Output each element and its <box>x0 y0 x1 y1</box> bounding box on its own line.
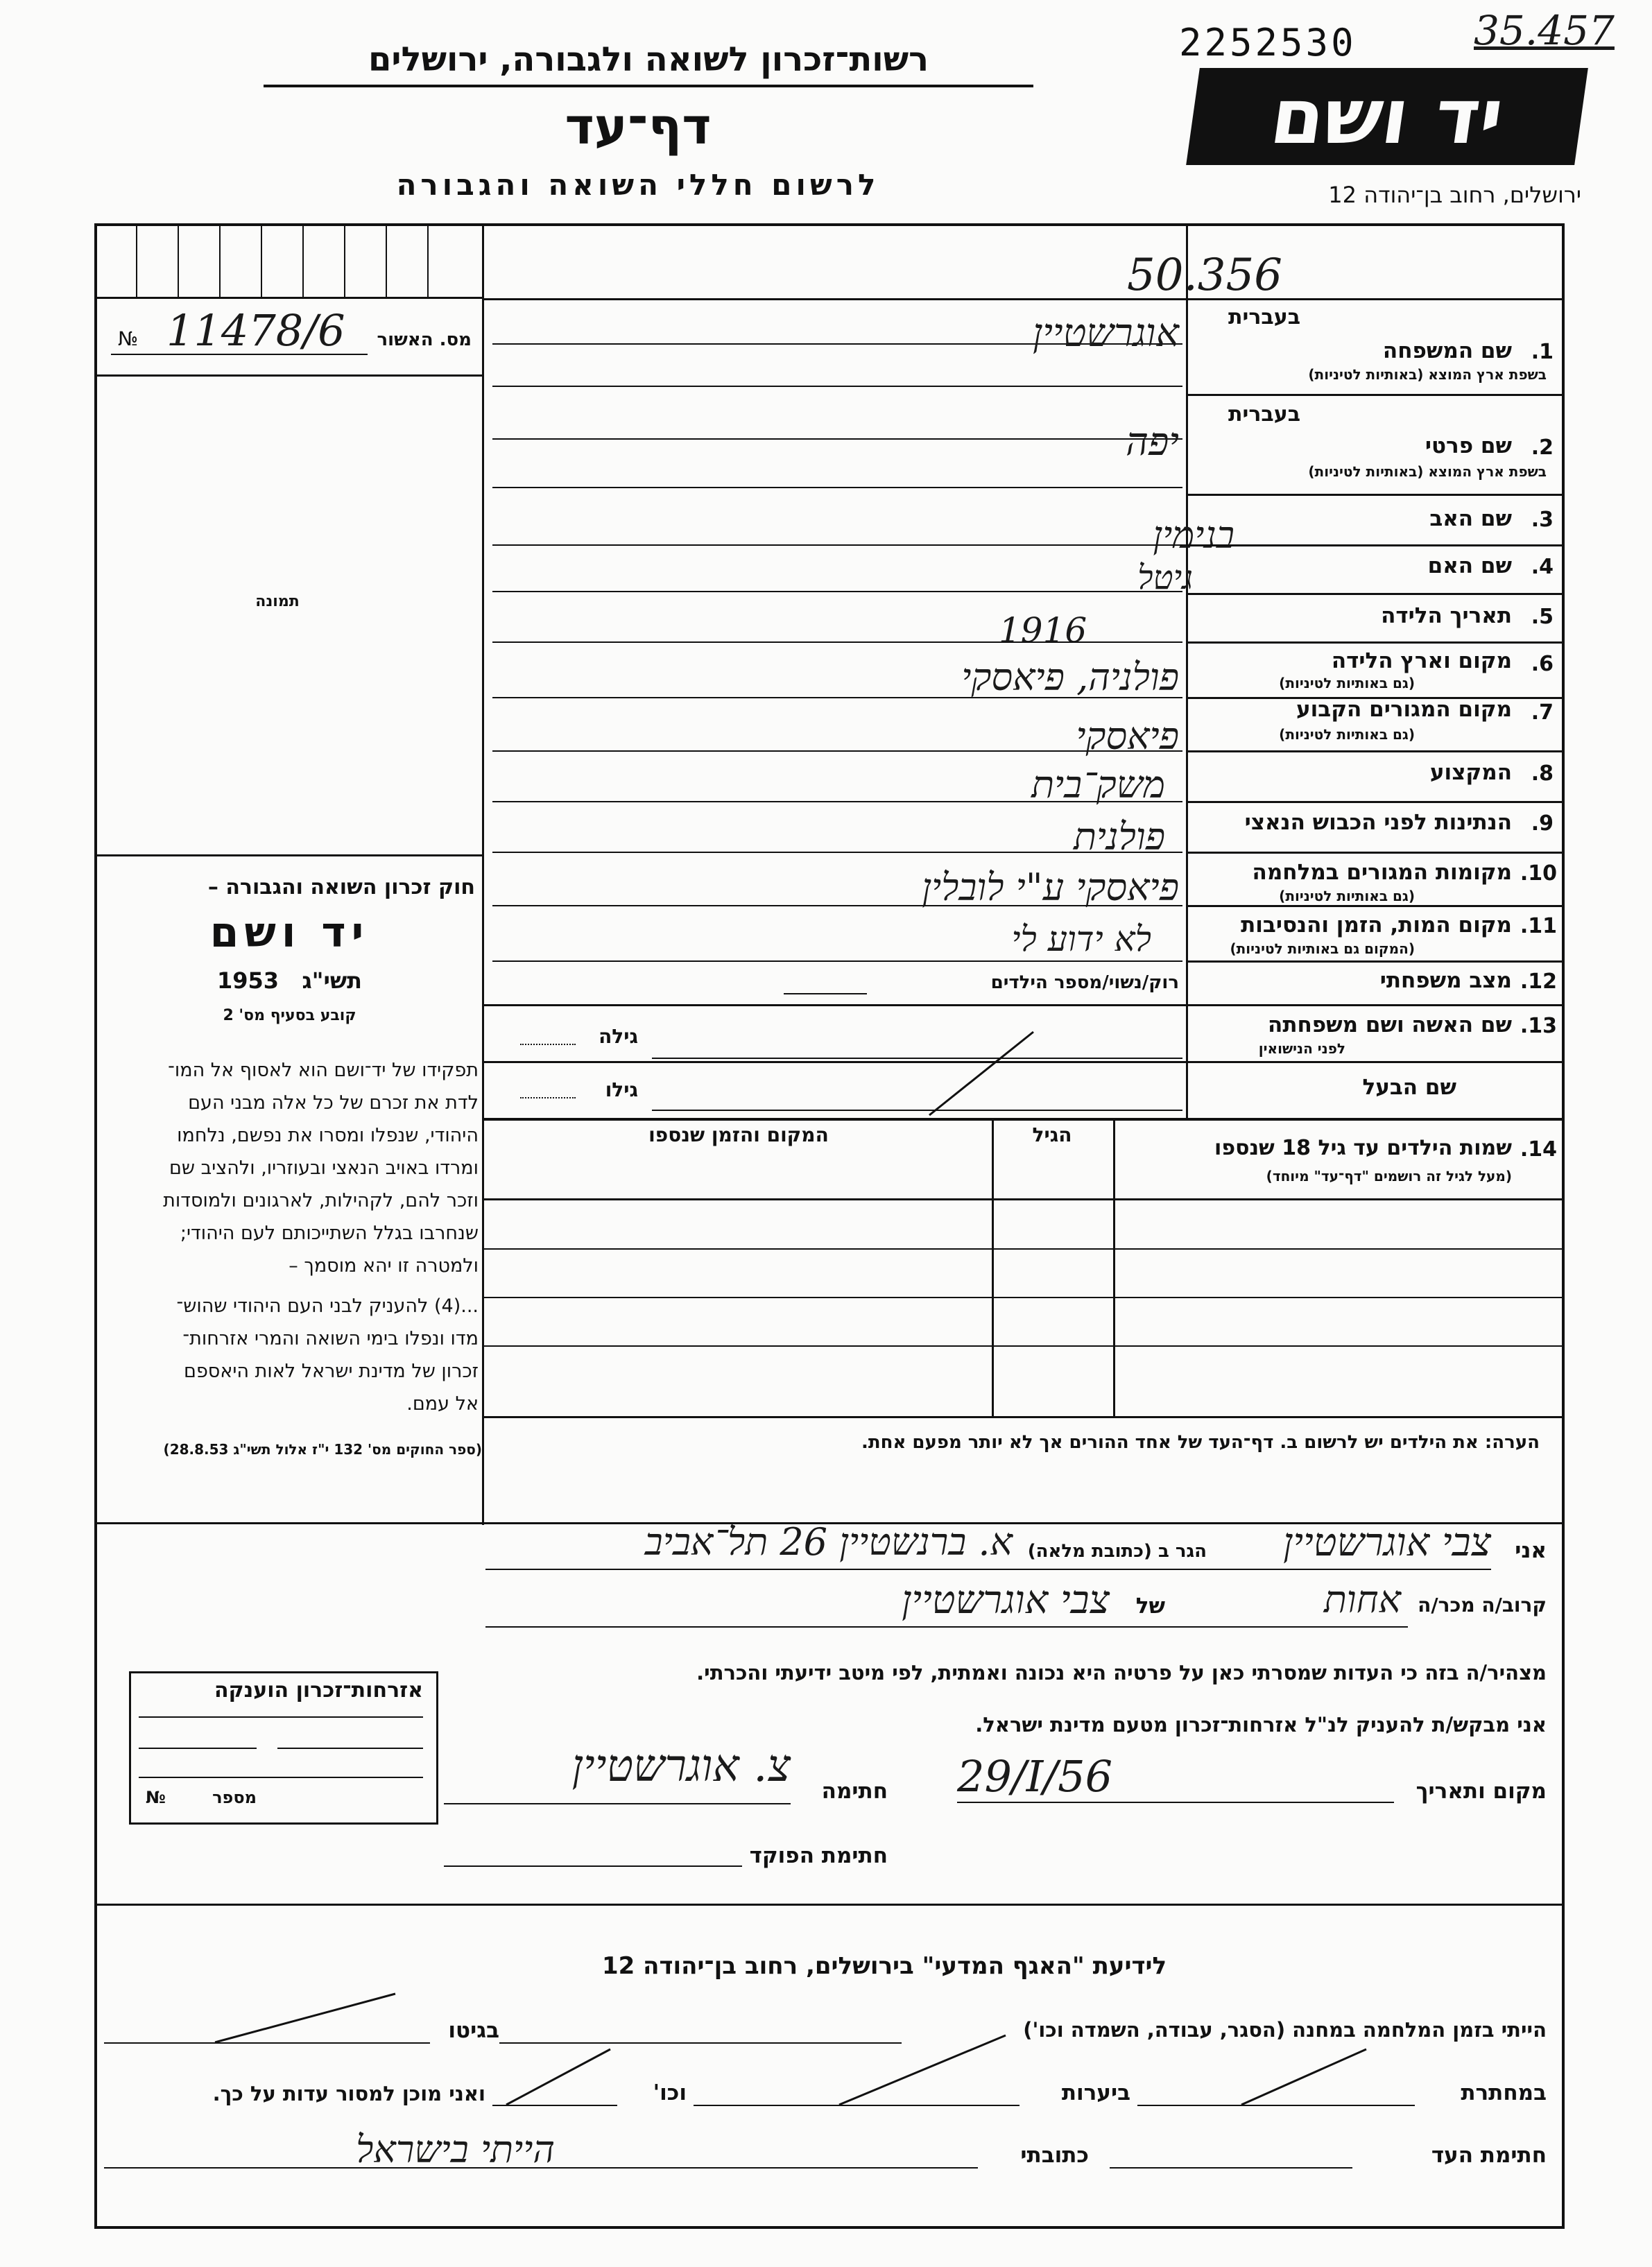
law-paragraph-1 <box>104 1054 479 1282</box>
citizenship-box-line <box>139 1748 257 1749</box>
field-line <box>492 544 1182 546</box>
law-line: שנחרבו בגלל השתייכותם לעם היהודי; <box>180 1223 479 1244</box>
law-year-number: 1953 <box>217 967 279 994</box>
field-2-label: שם פרטי <box>1425 433 1512 458</box>
children-age-header: הגיל <box>1032 1123 1072 1146</box>
field-6-sublabel: (גם באותיות לטיניות) <box>1279 675 1415 691</box>
declarant-address: א. ברנשטיין 26 תל־אביב <box>644 1520 1013 1564</box>
frame-bottom <box>94 2226 1565 2229</box>
strike-mark <box>902 1026 1040 1123</box>
relation-value: אחות <box>1323 1578 1401 1621</box>
residence-value: פיאסקי <box>1076 714 1179 758</box>
children-row <box>484 1345 1563 1347</box>
row-line <box>1186 494 1564 496</box>
field-9-number: 9. <box>1531 811 1554 836</box>
field-line <box>492 487 1182 488</box>
header-rule <box>264 85 1033 87</box>
footer-addressee: לידיעת "האגף המדעי" בירושלים, רחוב בן־יהודה 12 <box>601 1952 1167 1980</box>
frame-right <box>1562 223 1565 2227</box>
frame-left <box>94 223 97 2227</box>
field-12-number: 12. <box>1520 969 1557 994</box>
children-place-header: המקום והזמן שנספו <box>648 1123 829 1146</box>
field-line <box>492 852 1182 853</box>
row-line <box>1186 905 1564 907</box>
father-name-value: בנימין <box>1153 513 1234 557</box>
strike-mark <box>208 1990 402 2046</box>
first-name-value: יפה <box>1126 420 1179 465</box>
document-number: 2252530 <box>1179 21 1357 64</box>
row-line <box>1186 593 1564 595</box>
row-line <box>1186 960 1564 963</box>
field-7-sublabel: (גם באותיות לטיניות) <box>1279 726 1415 743</box>
surname-value: אוגרשטיין <box>1032 311 1179 356</box>
mother-name-value: גיטל <box>1137 558 1193 597</box>
declaration-date: 29/I/56 <box>957 1751 1113 1802</box>
row-line <box>1186 641 1564 644</box>
place-date-label: מקום ותאריך <box>1416 1779 1547 1804</box>
field-13-sublabel: לפני הנישואין <box>1258 1040 1345 1057</box>
field-line <box>492 641 1182 643</box>
signature-line <box>444 1803 791 1804</box>
field-1-label: שם המשפחה <box>1382 338 1512 363</box>
law-year-hebrew: תשי"ג <box>302 967 362 994</box>
law-section: קובע בסעיף מס' 2 <box>223 1007 356 1024</box>
wife-age-line <box>520 1044 576 1045</box>
citizenship-no-sign: № <box>146 1788 166 1807</box>
row-line <box>484 1004 1563 1006</box>
box-divider <box>302 223 304 297</box>
birth-date-value: 1916 <box>999 610 1087 650</box>
signature-label: חתימה <box>821 1779 888 1804</box>
field-line <box>492 801 1182 802</box>
clerk-signature-line <box>444 1865 742 1867</box>
field-line <box>492 750 1182 752</box>
profession-value: משק־בית <box>1031 763 1165 807</box>
registration-underline <box>111 354 368 355</box>
declaration-statement: מצהיר/ה בזה כי העדות שמסרתי כאן על פרטיה היא נכונה ואמתית, לפי מיטב ידיעתי והכרתי. <box>696 1661 1547 1684</box>
field-8-label: המקצוע <box>1429 760 1512 785</box>
husband-label: שם הבעל <box>1362 1075 1456 1100</box>
death-details-value: לא ידוע לי <box>1011 919 1151 959</box>
form-subtitle: לרשום חללי השואה והגבורה <box>396 168 880 202</box>
citizenship-box-line <box>139 1777 423 1778</box>
citizenship-box-line <box>277 1748 423 1749</box>
law-name: יד ושם <box>209 908 370 957</box>
registration-number: 11478/6 <box>166 305 345 356</box>
in-hebrew-label-2: בעברית <box>1228 402 1300 426</box>
field-6-label: מקום וארץ הלידה <box>1331 648 1512 673</box>
law-line: וזכר להם, לקהילות, לארגונים ולמוסדות <box>163 1190 479 1212</box>
photo-box-top <box>94 374 484 377</box>
witness-address-label: כתובתי <box>1020 2143 1089 2168</box>
citizenship-box-rule <box>139 1716 423 1718</box>
etc-label: וכו' <box>653 2080 687 2105</box>
law-year <box>104 967 475 994</box>
photo-label: תמונה <box>255 593 300 610</box>
field-13-label: שם האשה ושם משפחתה <box>1268 1012 1512 1037</box>
law-line: לדת את זכרם של כל אלה מבני העם <box>188 1092 479 1114</box>
field-3-number: 3. <box>1531 508 1554 532</box>
relation-label: קרוב/ה מכר/ה <box>1418 1594 1547 1617</box>
form-title: דף־עד <box>565 97 712 155</box>
field-4-label: שם האם <box>1427 553 1512 578</box>
field-line <box>492 960 1182 962</box>
photo-box-bottom <box>94 854 484 856</box>
address-line: ירושלים, רחוב בן־יהודה 12 <box>1328 182 1581 208</box>
handwritten-reference: 35.457 <box>1474 7 1615 54</box>
values-left-border <box>482 223 484 1125</box>
marital-status-options: רוק/נשוי/מספר הילדים <box>990 972 1179 993</box>
wife-age-label: גילה <box>599 1025 638 1048</box>
law-line: תפקידו של יד־ושם הוא לאסוף אל המו־ <box>168 1060 479 1081</box>
camp-question: הייתי בזמן המלחמה במחנה (הסגר, עבודה, השמדה וכו') <box>1023 2018 1547 2042</box>
declaration-i-label: אני <box>1515 1538 1547 1563</box>
field-line <box>492 905 1182 906</box>
children-name-divider <box>1113 1118 1115 1416</box>
field-13-number: 13. <box>1520 1014 1557 1038</box>
registration-no-sign: № <box>118 327 139 350</box>
field-1-sublabel: בשפת ארץ המוצא (באותיות לטיניות) <box>1308 366 1547 383</box>
children-count-line <box>784 993 867 994</box>
field-8-number: 8. <box>1531 761 1554 786</box>
authority-title: רשות־זכרון לשואה ולגבורה, ירושלים <box>368 40 929 79</box>
field-line <box>492 591 1182 592</box>
field-11-label: מקום המות, הזמן והנסיבות <box>1241 913 1512 938</box>
row-line <box>1186 750 1564 752</box>
field-10-label: מקומות המגורים במלחמה <box>1252 860 1512 885</box>
field-5-label: תאריך הלידה <box>1381 603 1512 628</box>
field-10-number: 10. <box>1520 861 1557 886</box>
field-5-number: 5. <box>1531 605 1554 629</box>
children-age-divider <box>992 1118 994 1416</box>
law-line: אל עמם. <box>406 1393 479 1415</box>
citizenship-request: אני מבקש/ת להעניק לנ"ל אזרחות־זכרון מטעם מדינת ישראל. <box>975 1713 1547 1736</box>
label-column-divider <box>1186 298 1188 1118</box>
box-divider <box>344 223 345 297</box>
box-divider <box>261 223 262 297</box>
forests-label: ביערות <box>1061 2080 1130 2105</box>
registration-label: מס. האשור <box>377 329 472 350</box>
declaration-line <box>485 1626 1408 1628</box>
ghetto-label: בגיטו <box>448 2018 499 2043</box>
relation-of-value: צבי אוגרשטיין <box>902 1578 1110 1623</box>
citizenship-box-title: אזרחות־זכרון הוענקה <box>214 1678 423 1703</box>
children-row <box>484 1297 1563 1298</box>
nationality-value: פולנית <box>1073 815 1165 859</box>
field-11-sublabel: (המקום גם באותיות לטיניות) <box>1230 940 1415 957</box>
declarant-name: צבי אוגרשטיין <box>1283 1520 1491 1565</box>
husband-age-label: גילו <box>605 1078 638 1101</box>
box-divider <box>136 223 137 297</box>
witness-signature-line <box>1110 2167 1352 2169</box>
field-10-sublabel: (גם באותיות לטיניות) <box>1279 888 1415 904</box>
witness-address-value: הייתי בישראל <box>356 2128 555 2171</box>
frame-top <box>94 223 1565 226</box>
field-7-label: מקום המגורים הקבוע <box>1296 697 1512 722</box>
field-4-number: 4. <box>1531 555 1554 579</box>
citizenship-number-label: מספר <box>212 1788 257 1807</box>
ready-statement: ואני מוכן למסור עדות על כך. <box>212 2082 485 2105</box>
strike-mark <box>1234 2046 1373 2108</box>
law-title: חוק זכרון השואה והגבורה – <box>207 875 475 899</box>
field-line <box>492 386 1182 387</box>
field-14-label: שמות הילדים עד גיל 18 שנספו <box>1214 1136 1512 1160</box>
field-9-label: הנתינות לפני הכבוש הנאצי <box>1244 810 1512 835</box>
field-14-number: 14. <box>1520 1137 1557 1162</box>
field-11-number: 11. <box>1520 914 1557 938</box>
handwritten-reference-2: 50.356 <box>1127 250 1282 301</box>
row-line <box>1186 394 1564 396</box>
law-line: ומרדו באויב הנאצי ובעוזריו, ולהציב שם <box>169 1157 479 1179</box>
declarant-signature: צ. אוגרשטיין <box>571 1741 791 1792</box>
children-row <box>484 1248 1563 1250</box>
law-line: ...(4) להעניק לבני העם היהודי שהוש־ <box>176 1295 479 1317</box>
footer-top-line <box>94 1904 1565 1906</box>
yad-vashem-logo: יד ושם <box>1186 68 1588 165</box>
of-label: של <box>1135 1594 1165 1619</box>
row-line <box>484 1118 1563 1121</box>
row-line <box>1186 852 1564 854</box>
strike-mark <box>832 2032 1013 2108</box>
field-2-sublabel: בשפת ארץ המוצא (באותיות לטיניות) <box>1308 463 1547 480</box>
field-7-number: 7. <box>1531 700 1554 725</box>
children-header-bottom <box>484 1198 1563 1200</box>
row-line <box>1186 544 1564 546</box>
law-line: היהודי, שנפלו ומסרו את נפשם, נלחמו <box>177 1125 479 1146</box>
clerk-signature-label: חתימת הפוקד <box>749 1843 888 1868</box>
birth-place-value: פולניה, פיאסקי <box>961 655 1179 699</box>
law-line: ולמטרה זו יהא מוסמך – <box>289 1255 479 1277</box>
children-note: הערה: את הילדים יש לרשום ב. דף־העד של אחד ההורים אך לא יותר מפעם אחת. <box>861 1432 1540 1453</box>
law-paragraph-2 <box>104 1290 479 1420</box>
in-hebrew-label-1: בעברית <box>1228 305 1300 329</box>
declaration-line <box>485 1569 1491 1570</box>
field-1-number: 1. <box>1531 340 1554 364</box>
law-line: זכרון של מדינת ישראל לאות היאספם <box>184 1361 479 1382</box>
underground-label: במחתרת <box>1461 2080 1547 2105</box>
field-6-number: 6. <box>1531 652 1554 676</box>
children-table-bottom <box>484 1416 1563 1418</box>
law-source: (ספר החוקים מס' 132 י"ז אלול תשי"ג 28.8.53) <box>163 1441 482 1458</box>
strike-mark <box>499 2046 617 2108</box>
date-line <box>957 1802 1394 1803</box>
box-divider <box>386 223 387 297</box>
box-divider <box>427 223 429 297</box>
husband-age-line <box>520 1097 576 1098</box>
row-line <box>1186 801 1564 803</box>
field-line <box>492 697 1182 698</box>
box-divider <box>219 223 221 297</box>
box-divider <box>178 223 179 297</box>
address-label: הגר ב (כתובת מלאה) <box>1027 1541 1207 1562</box>
row-line <box>484 298 1563 300</box>
law-line: מדו ונפלו בימי השואה והמרי אזרחות־ <box>182 1328 479 1350</box>
field-2-number: 2. <box>1531 436 1554 460</box>
witness-signature-label: חתימת העד <box>1431 2143 1547 2168</box>
field-3-label: שם האב <box>1429 506 1512 531</box>
boxes-bottom <box>94 297 484 299</box>
war-residence-value: פיאסקי ע"י לובלין <box>922 865 1179 909</box>
field-12-label: מצב משפחתי <box>1379 968 1512 993</box>
field-14-sublabel: (מעל לגיל זה רושמים "דף־עד" מיוחד) <box>1266 1168 1512 1184</box>
